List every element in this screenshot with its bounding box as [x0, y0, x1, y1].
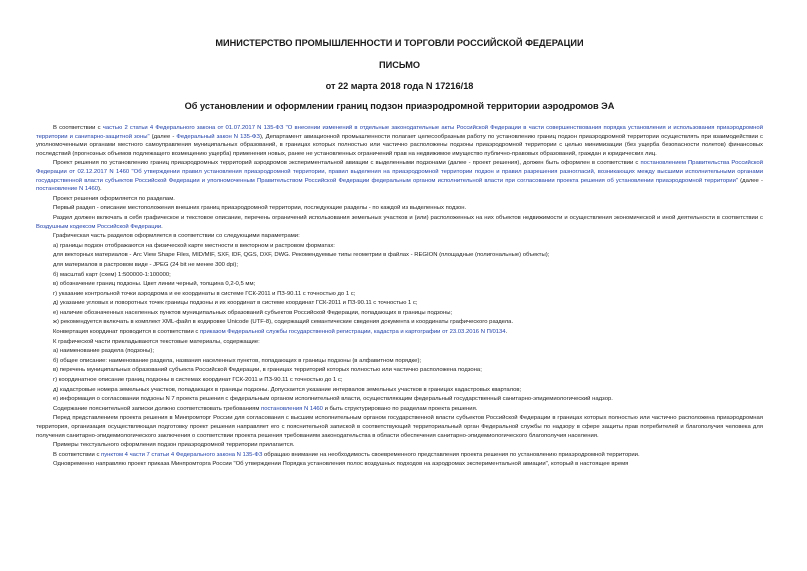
body-paragraph: [36, 242, 763, 251]
document-link[interactable]: постановление N 1460: [36, 186, 99, 193]
paragraph-text: Примеры текстуального оформления подзон приаэродромной территории прилагается.: [53, 442, 295, 449]
body-paragraph: [36, 309, 763, 318]
paragraph-text: (далее -: [149, 133, 177, 140]
paragraph-text: ж) рекомендуется включать в комплект XML-файл в кодировке Unicode (UTF-8), содержащий семантические сведения документа и координаты графического раздела.: [53, 319, 514, 326]
body-paragraph: [36, 271, 763, 280]
paragraph-text: б) масштаб карт (схем) 1:500000-1:100000;: [53, 271, 171, 278]
paragraph-text: д) указание угловых и поворотных точек границы подзоны и их координат в системе координат ГСК-2011 и ПЗ-90.11 с точностью 1 с;: [53, 300, 418, 307]
paragraph-text: Перед представлением проекта решения в Минпромторг России для согласования с высшим исполнительным органом государственной власти субъектов Российской Федерации в границах которых полностью или частично расположена приаэродромная территория, организация осуществляющая подготовку проект решения направляет его с пояснительной запиской в соответствующий территориальный орган Федеральной службы по надзору в сфере защиты прав потребителей и благополучия человека для получения санитарно-эпидемиологического заключения о соответствии проекта решения требованиям законодательства в области обеспечения санитарно-эпидемиологического благополучия населения.: [36, 415, 763, 439]
body-paragraph: [36, 261, 763, 270]
body-paragraph: [36, 159, 763, 193]
body-paragraph: [36, 204, 763, 213]
body-paragraph: [36, 376, 763, 385]
document-link[interactable]: пунктом 4 части 7 статьи 4 Федерального закона N 135-ФЗ: [101, 451, 263, 458]
document-link[interactable]: постановления N 1460: [261, 405, 323, 412]
paragraph-text: (далее -: [737, 177, 763, 184]
paragraph-text: обращаю внимание на необходимость своевременного представления проекта решения по установлению приаэродромной территории.: [262, 451, 640, 458]
document-body: [36, 124, 763, 469]
paragraph-text: в) перечень муниципальных образований субъекта Российской Федерации, в границах территорий которых полностью или частично расположена подзона;: [53, 367, 482, 374]
document-link[interactable]: частью 2 статьи 4 Федерального закона от 01.07.2017 N 135-ФЗ "О внесении изменений в отдельные законодательные акты Российской Федерации в части совершенствования порядка установления и использования приаэродромной территории и санитарно-защитной зоны": [36, 125, 763, 140]
paragraph-text: Конвертация координат проводится в соответствии с: [53, 329, 200, 336]
document-type: ПИСЬМО: [378, 60, 421, 70]
paragraph-text: е) информация о согласовании подзоны N 7 проекта решения с федеральным органом исполнительной власти, осуществляющим федеральный государственный санитарно-эпидемиологический надзор.: [53, 396, 613, 403]
document-link[interactable]: постановлением Правительства Российской Федерации от 02.12.2017 N 1460 "Об утверждении правил установления приаэродромной территории, правил выделения на приаэродромной территории подзон и правил разрешения разногласий, возникающих между высшими исполнительными органами государственной власти субъектов Российской Федерации и уполномоченным Правительством Российской Федерации федеральным органом исполнительной власти при согласовании проекта решения об установлении приаэродромной территории": [36, 160, 763, 184]
paragraph-text: для материалов в растровом виде - JPEG (24 bit не менее 300 dpi);: [53, 261, 238, 268]
paragraph-text: г) указание контрольной точки аэродрома и ее координаты в системе ГСК-2011 и ПЗ-90.11 с точностью до 1 с;: [53, 290, 356, 297]
body-paragraph: [36, 338, 763, 347]
paragraph-text: ).: [98, 186, 102, 193]
paragraph-text: .: [505, 329, 508, 336]
body-paragraph: [36, 124, 763, 158]
body-paragraph: [36, 347, 763, 356]
body-paragraph: [36, 232, 763, 241]
paragraph-text: а) границы подзон отображаются на физической карте местности в векторном и растровом форматах:: [53, 242, 335, 249]
paragraph-text: В соответствии с: [53, 125, 103, 131]
paragraph-text: ), Департамент авиационной промышленности полагает целесообразным работу по установлению границ подзон приаэродромной территории осуществлять при взаимодействии с уполномоченными органами местного самоуправления муниципальных образований, в границах которых полностью или частично расположены подзоны приаэродромной территории с целью минимизации (без ущерба безопасности полетов) финансовых последствий (прогнозных объемов подлежащего возмещению ущерба) применения новых, ранее не установленных ограничений прав на недвижимое имущество публично-правовых образований, граждан и юридических лиц.: [36, 133, 763, 157]
body-paragraph: [36, 195, 763, 204]
body-paragraph: [36, 460, 763, 469]
paragraph-text: д) кадастровые номера земельных участков, попадающих в границы подзоны. Допускается указание интервалов земельных участков в границах кадастровых кварталов;: [53, 386, 522, 393]
paragraph-text: Первый раздел - описание местоположения внешних границ приаэродромной территории, последующие разделы - по каждой из выделенных подзон.: [53, 205, 467, 212]
paragraph-text: Содержание пояснительной записки должно соответствовать требованиям: [53, 405, 262, 412]
paragraph-text: Проект решения по установлению границ приаэродромных территорий аэродромов экспериментальной авиации с выделенными подзонами (далее - проект решения), должен быть оформлен в соответствии с: [53, 160, 641, 167]
body-paragraph: [36, 214, 763, 231]
paragraph-text: б) общее описание: наименование раздела, названия населенных пунктов, попадающих в границы подзоны (в алфавитном порядке);: [53, 357, 422, 364]
paragraph-text: а) наименование раздела (подзоны);: [53, 348, 154, 355]
paragraph-text: и быть структурировано по разделам проекта решения.: [322, 405, 478, 412]
document-subject: Об установлении и оформлении границ подзон приаэродромной территории аэродромов ЭА: [184, 101, 615, 111]
body-paragraph: [36, 357, 763, 366]
body-paragraph: [36, 318, 763, 327]
paragraph-text: для векторных материалов - Arc View Shape Files, MID/MIF, SXF, IDF, QGS, DXF, DWG. Рекомендуемые типы геометрии в файлах - REGION (площадные (полигональные) объекты);: [53, 252, 550, 259]
document-link[interactable]: Федеральный закон N 135-ФЗ: [176, 133, 260, 140]
body-paragraph: [36, 328, 763, 337]
body-paragraph: [36, 405, 763, 414]
body-paragraph: [36, 251, 763, 260]
body-paragraph: [36, 395, 763, 404]
body-paragraph: [36, 451, 763, 460]
body-paragraph: [36, 299, 763, 308]
paragraph-text: Графическая часть разделов оформляется в соответствии со следующими параметрами:: [53, 233, 300, 240]
body-paragraph: [36, 386, 763, 395]
body-paragraph: [36, 280, 763, 289]
body-paragraph: [36, 366, 763, 375]
paragraph-text: В соответствии с: [53, 451, 102, 458]
document-date-number: от 22 марта 2018 года N 17216/18: [325, 81, 474, 91]
paragraph-text: .: [161, 223, 163, 230]
body-paragraph: [36, 441, 763, 450]
body-paragraph: [36, 290, 763, 299]
paragraph-text: Одновременно направляю проект приказа Минпромторга России "Об утверждении Порядка установления полос воздушных подходов на аэродромах экспериментальной авиации", который в настоящее время: [53, 461, 629, 468]
paragraph-text: Проект решения оформляется по разделам.: [53, 195, 175, 202]
body-paragraph: [36, 414, 763, 440]
paragraph-text: в) обозначение границ подзоны. Цвет линии черный, толщина 0,2-0,5 мм;: [53, 281, 256, 288]
document-link[interactable]: приказом Федеральной службы государственной регистрации, кадастра и картографии от 23.03.2016 N П/0134: [199, 329, 506, 336]
paragraph-text: Раздел должен включать в себя графическое и текстовое описание, перечень ограничений использования земельных участков и (или) расположенных на них объектов недвижимости и осуществления экономической и иной деятельности в соответствии с: [53, 214, 763, 221]
ministry-title: МИНИСТЕРСТВО ПРОМЫШЛЕННОСТИ И ТОРГОВЛИ РОССИЙСКОЙ ФЕДЕРАЦИИ: [215, 38, 584, 48]
document-link[interactable]: Воздушным кодексом Российской Федерации: [36, 223, 162, 230]
paragraph-text: е) наличие обозначенных населенных пунктов муниципальных образований субъектов Российской Федерации, попадающих в границы подзоны;: [53, 309, 453, 316]
paragraph-text: К графической части прикладываются текстовые материалы, содержащие:: [53, 338, 260, 345]
paragraph-text: г) координатное описание границ подзоны в системах координат ГСК-2011 и ПЗ-90.11 с точностью до 1 с;: [53, 377, 343, 384]
